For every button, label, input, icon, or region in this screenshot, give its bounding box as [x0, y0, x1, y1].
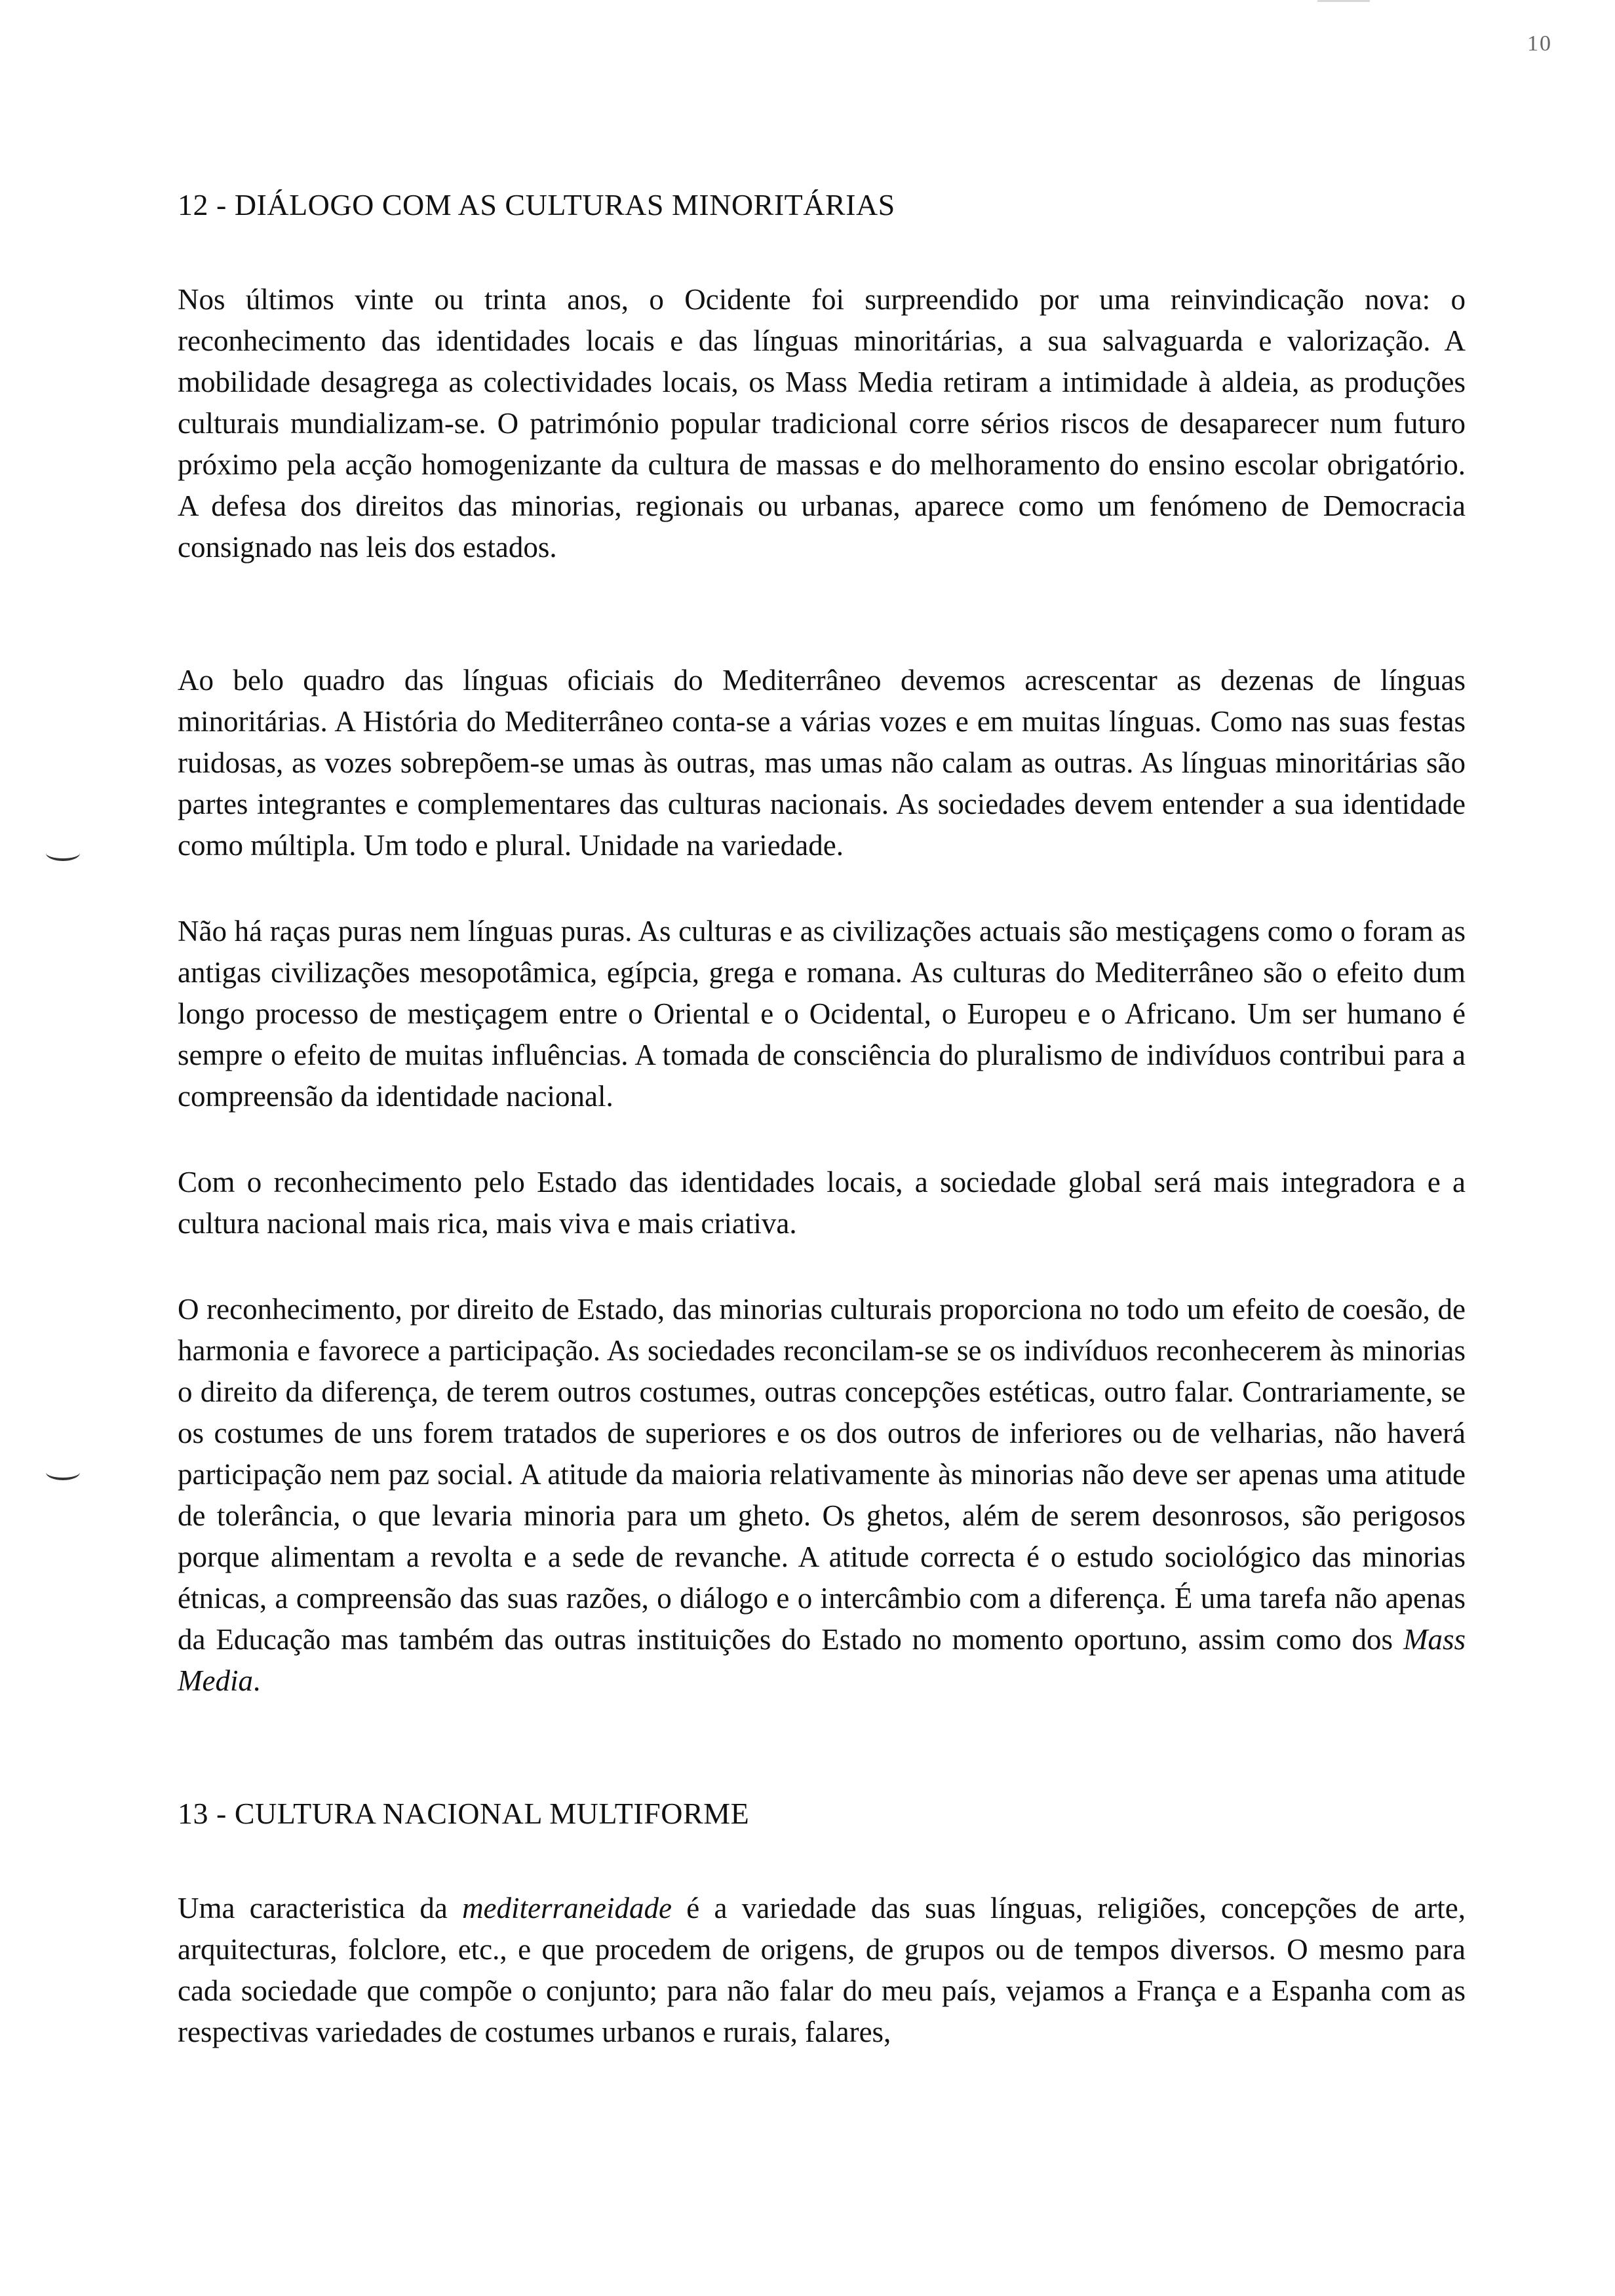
paragraph-text: é a variedade das suas línguas, religiões, concepções de arte, arquitecturas, folclore, etc., e que procedem de origens, de grupos ou de tempos diversos. O mesmo para cada sociedade que compõe o conjunto; para não falar do meu país, vejamos a França e a Espanha com as respectivas variedades de costumes urbanos e rurais, falares,	[178, 1892, 1466, 2049]
paragraph: Com o reconhecimento pelo Estado das identidades locais, a sociedade global será mais integradora e a cultura nacional mais rica, mais viva e mais criativa.	[178, 1166, 1466, 1240]
scan-artifact	[1317, 0, 1370, 2]
paragraph	[178, 1888, 1466, 2053]
margin-pencil-mark	[46, 845, 80, 861]
paragraph: Nos últimos vinte ou trinta anos, o Ocidente foi surpreendido por uma reinvindicação nova: o reconhecimento das identidades locais e das línguas minoritárias, a sua salvaguarda e valorização. A mobilidade desagrega as colectividades locais, os Mass Media retiram a intimidade à aldeia, as produções culturais mundializam-se. O património popular tradicional corre sérios riscos de desaparecer num futuro próximo pela acção homogenizante da cultura de massas e do melhoramento do ensino escolar obrigatório. A defesa dos direitos das minorias, regionais ou urbanas, aparece como um fenómeno de Democracia consignado nas leis dos estados.	[178, 283, 1466, 564]
page-number: 10	[1527, 31, 1552, 56]
italic-term: mediterraneidade	[462, 1892, 672, 1925]
margin-pencil-mark	[46, 1464, 80, 1480]
italic-term: Mass Media	[178, 1623, 1466, 1698]
paragraph	[178, 1289, 1466, 1702]
paragraph: Ao belo quadro das línguas oficiais do Mediterrâneo devemos acrescentar as dezenas de línguas minoritárias. A História do Mediterrâneo conta-se a várias vozes e em muitas línguas. Como nas suas festas ruidosas, as vozes sobrepõem-se umas às outras, mas umas não calam as outras. As línguas minoritárias são partes integrantes e complementares das culturas nacionais. As sociedades devem entender a sua identidade como múltipla. Um todo e plural. Unidade na variedade.	[178, 664, 1466, 862]
paragraph-text: O reconhecimento, por direito de Estado, das minorias culturais proporciona no todo um efeito de coesão, de harmonia e favorece a participação. As sociedades reconcilam-se se os indivíduos reconhecerem às minorias o direito da diferença, de terem outros costumes, outras concepções estéticas, outro falar. Contrariamente, se os costumes de uns forem tratados de superiores e os dos outros de inferiores ou de velharias, não haverá participação nem paz social. A atitude da maioria relativamente às minorias não deve ser apenas uma atitude de tolerância, o que levaria minoria para um gheto. Os ghetos, além de serem desonrosos, são perigosos porque alimentam a revolta e a sede de revanche. A atitude correcta é o estudo sociológico das minorias étnicas, a compreensão das suas razões, o diálogo e o intercâmbio com a diferença. É uma tarefa não apenas da Educação mas também das outras instituições do Estado no momento oportuno, assim como dos	[178, 1293, 1466, 1656]
paragraph: Não há raças puras nem línguas puras. As culturas e as civilizações actuais são mestiçagens como o foram as antigas civilizações mesopotâmica, egípcia, grega e romana. As culturas do Mediterrâneo são o efeito dum longo processo de mestiçagem entre o Oriental e o Ocidental, o Europeu e o Africano. Um ser humano é sempre o efeito de muitas influências. A tomada de consciência do pluralismo de indivíduos contribui para a compreensão da identidade nacional.	[178, 915, 1466, 1113]
section-13-heading: 13 - CULTURA NACIONAL MULTIFORME	[178, 1797, 750, 1831]
paragraph-text: Uma caracteristica da	[178, 1892, 463, 1925]
document-body	[178, 185, 1466, 2053]
paragraph-end: .	[252, 1664, 261, 1698]
section-12-heading: 12 - DIÁLOGO COM AS CULTURAS MINORITÁRIAS	[178, 188, 895, 221]
